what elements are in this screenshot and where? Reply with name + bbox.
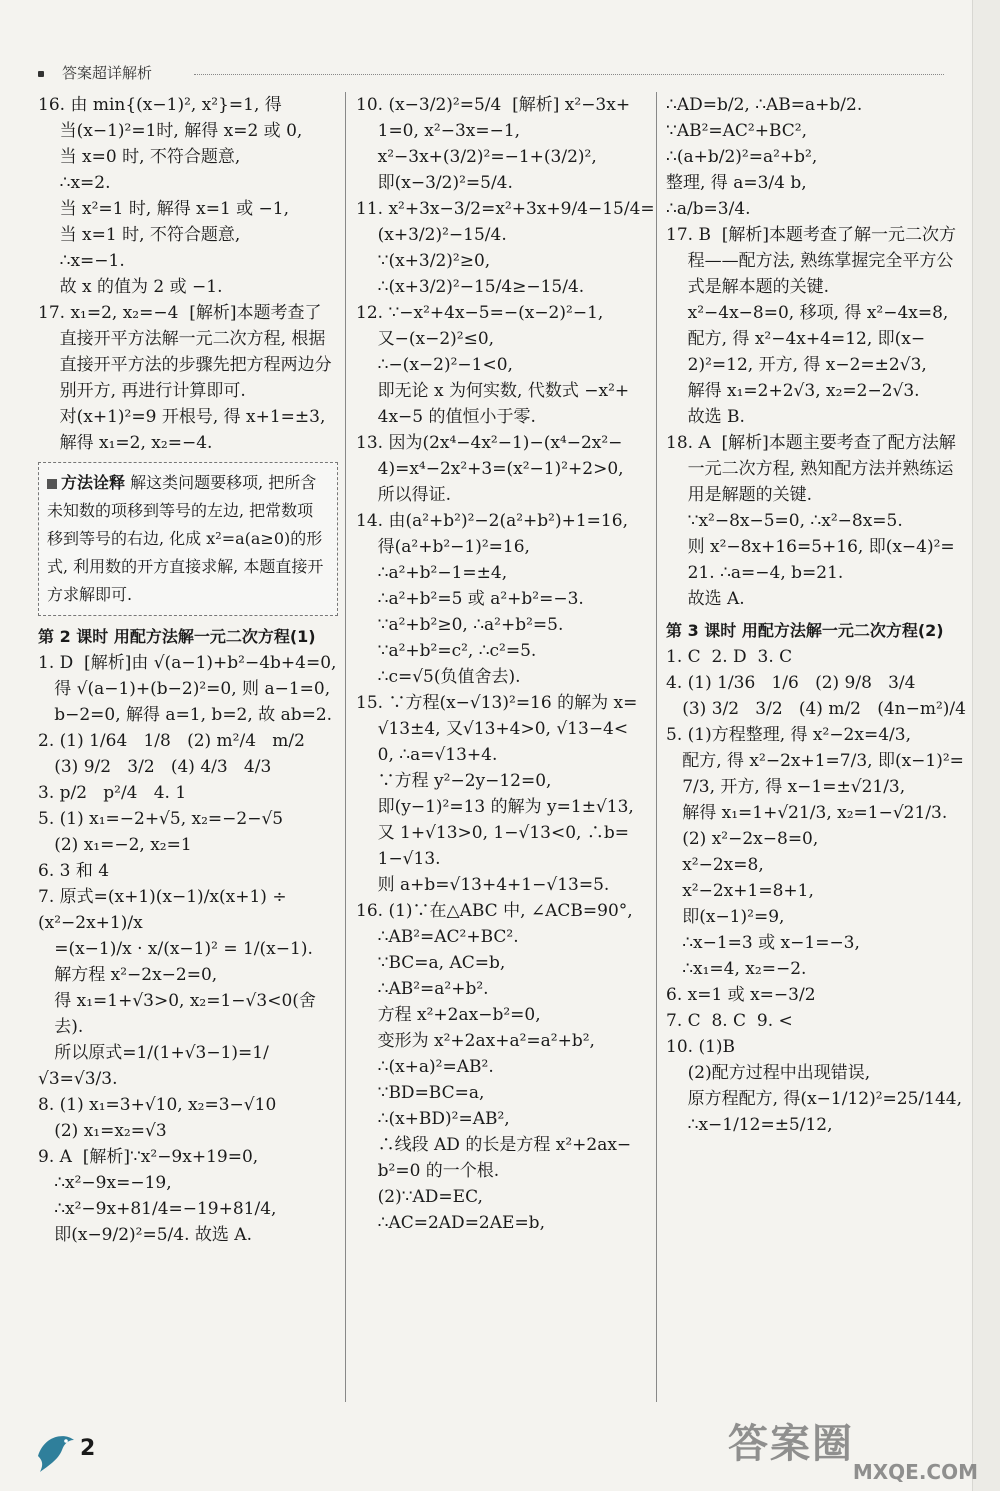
answer-line: ∵(x+3/2)²≥0, — [356, 251, 491, 271]
section-title: 第 2 课时 用配方法解一元二次方程(1) — [38, 627, 316, 646]
answer-line: 故选 A. — [666, 589, 745, 609]
answer-line: ∵方程 y²−2y−12=0, — [356, 771, 552, 791]
answer-line: ∴(x+a)²=AB². — [356, 1057, 494, 1077]
answer-line: 0, ∴a=√13+4. — [356, 745, 498, 765]
answer-line: 方程 x²+2ax−b²=0, — [356, 1005, 541, 1025]
answer-line: ∴(x+BD)²=AB², — [356, 1109, 510, 1129]
answer-line: x²−4x−8=0, 移项, 得 x²−4x=8, — [666, 303, 949, 323]
watermark — [728, 1412, 978, 1482]
answer-line: 所以原式=1/(1+√3−1)=1/√3=√3/3. — [38, 1043, 269, 1089]
answer-line: 10. (x−3/2)²=5/4 [解析] x²−3x+ — [356, 95, 631, 115]
answer-line: ∴(x+3/2)²−15/4≥−15/4. — [356, 277, 585, 297]
answer-line: 12. ∵−x²+4x−5=−(x−2)²−1, — [356, 303, 604, 323]
answer-line: 6. x=1 或 x=−3/2 — [666, 985, 816, 1005]
answer-line: (2) x₁=x₂=√3 — [38, 1121, 167, 1141]
header-bullet-icon — [38, 71, 44, 77]
answer-line: 原方程配方, 得(x−1/12)²=25/144, — [666, 1089, 962, 1109]
answer-line: =(x−1)/x · x/(x−1)² = 1/(x−1). — [38, 939, 313, 959]
answer-line: 6. 3 和 4 — [38, 861, 110, 881]
answer-line: ∴x−1=3 或 x−1=−3, — [666, 933, 860, 953]
answer-line: ∴−(x−2)²−1<0, — [356, 355, 513, 375]
answer-line: (2)∵AD=EC, — [356, 1187, 483, 1207]
answer-line: 直接开平方法解一元二次方程, 根据 — [38, 329, 326, 349]
answer-line: ∴a²+b²=5 或 a²+b²=−3. — [356, 589, 584, 609]
answer-line: ∵a²+b²=c², ∴c²=5. — [356, 641, 537, 661]
answer-line: 又 1+√13>0, 1−√13<0, ∴b= — [356, 823, 629, 843]
answer-line: ∴c=√5(负值舍去). — [356, 667, 521, 687]
answer-line: 15. ∵方程(x−√13)²=16 的解为 x= — [356, 693, 638, 713]
answer-line: x²−2x+1=8+1, — [666, 881, 814, 901]
column-divider — [345, 92, 346, 1402]
answer-line: ∴x=2. — [38, 173, 111, 193]
answer-line: ∴AC=2AD=2AE=b, — [356, 1213, 545, 1233]
answer-line: 7/3, 开方, 得 x−1=±√21/3, — [666, 777, 906, 797]
answer-line: 3. p/2 p²/4 4. 1 — [38, 783, 187, 803]
answer-line: ∴AD=b/2, ∴AB=a+b/2. — [666, 95, 863, 115]
answer-line: ∵BC=a, AC=b, — [356, 953, 506, 973]
answer-line: 即(x−9/2)²=5/4. 故选 A. — [38, 1225, 252, 1245]
method-box — [38, 462, 338, 616]
answer-line: ∴AB²=AC²+BC². — [356, 927, 519, 947]
answer-line: 7. C 8. C 9. < — [666, 1011, 793, 1031]
answer-line: 1. D [解析]由 √(a−1)+b²−4b+4=0, — [38, 653, 337, 673]
answer-line: 即(y−1)²=13 的解为 y=1±√13, — [356, 797, 634, 817]
answer-line: 18. A [解析]本题主要考查了配方法解 — [666, 433, 956, 453]
answer-line: 即(x−1)²=9, — [666, 907, 785, 927]
answer-line: 2)²=12, 开方, 得 x−2=±2√3, — [666, 355, 927, 375]
answer-line: 配方, 得 x²−4x+4=12, 即(x− — [666, 329, 926, 349]
answer-line: (2) x₁=−2, x₂=1 — [38, 835, 192, 855]
answer-line: ∵a²+b²≥0, ∴a²+b²=5. — [356, 615, 564, 635]
page-header — [34, 62, 944, 86]
answer-line: (2)配方过程中出现错误, — [666, 1063, 871, 1083]
answer-line: 17. x₁=2, x₂=−4 [解析]本题考查了 — [38, 303, 322, 323]
answer-line: 所以得证. — [356, 485, 452, 505]
answer-line: 程——配方法, 熟练掌握完全平方公 — [666, 251, 954, 271]
answer-line: 对(x+1)²=9 开根号, 得 x+1=±3, — [38, 407, 326, 427]
answer-line: 整理, 得 a=3/4 b, — [666, 173, 807, 193]
answer-line: 直接开平方法的步骤先把方程两边分 — [38, 355, 332, 375]
answer-line: 21. ∴a=−4, b=21. — [666, 563, 844, 583]
answer-line: 配方, 得 x²−2x+1=7/3, 即(x−1)²= — [666, 751, 964, 771]
watermark-text: 答案圈 — [728, 1421, 854, 1467]
answer-line: 17. B [解析]本题考查了解一元二次方 — [666, 225, 957, 245]
dolphin-logo-icon — [34, 1426, 78, 1476]
answer-line: ∴x²−9x+81/4=−19+81/4, — [38, 1199, 277, 1219]
answer-line: 解得 x₁=2+2√3, x₂=2−2√3. — [666, 381, 920, 401]
column-1 — [38, 92, 338, 1248]
answer-line: √13±4, 又√13+4>0, √13−4< — [356, 719, 629, 739]
answer-line: 则 a+b=√13+4+1−√13=5. — [356, 875, 610, 895]
answer-list — [38, 650, 338, 1248]
answer-line: 1. C 2. D 3. C — [666, 647, 793, 667]
answer-line: 解方程 x²−2x−2=0, — [38, 965, 218, 985]
answer-line: b²=0 的一个根. — [356, 1161, 500, 1181]
method-text: 解这类问题要移项, 把所含未知数的项移到等号的左边, 把常数项移到等号的右边, 化成 x²=a(a≥0)的形式, 利用数的开方直接求解, 本题直接开方求解即可. — [47, 473, 324, 604]
answer-list — [356, 92, 656, 1236]
answer-line: ∴AB²=a²+b². — [356, 979, 489, 999]
answer-line: 当 x=1 时, 不符合题意, — [38, 225, 241, 245]
answer-line: (3) 3/2 3/2 (4) m/2 (4n−m²)/4 — [666, 699, 966, 719]
answer-line: 2. (1) 1/64 1/8 (2) m²/4 m/2 — [38, 731, 305, 751]
answer-line: 16. 由 min{(x−1)², x²}=1, 得 — [38, 95, 282, 115]
answer-line: 11. x²+3x−3/2=x²+3x+9/4−15/4= — [356, 199, 655, 219]
answer-line: 得 x₁=1+√3>0, x₂=1−√3<0(舍 — [38, 991, 316, 1011]
answer-line: (x+3/2)²−15/4. — [356, 225, 507, 245]
answer-line: 当 x²=1 时, 解得 x=1 或 −1, — [38, 199, 290, 219]
answer-line: ∴x₁=4, x₂=−2. — [666, 959, 807, 979]
section-title: 第 3 课时 用配方法解一元二次方程(2) — [666, 621, 944, 640]
answer-line: 5. (1) x₁=−2+√5, x₂=−2−√5 — [38, 809, 284, 829]
answer-list — [38, 92, 338, 456]
answer-line: 9. A [解析]∵x²−9x+19=0, — [38, 1147, 259, 1167]
answer-line: ∴a²+b²−1=±4, — [356, 563, 508, 583]
answer-line: x²−2x=8, — [666, 855, 764, 875]
answer-line: 当 x=0 时, 不符合题意, — [38, 147, 241, 167]
answer-line: 当(x−1)²=1时, 解得 x=2 或 0, — [38, 121, 303, 141]
answer-line: ∴x=−1. — [38, 251, 125, 271]
watermark-url: MXQE.COM — [852, 1460, 978, 1484]
answer-line: 别开方, 再进行计算即可. — [38, 381, 246, 401]
answer-line: 10. (1)B — [666, 1037, 736, 1057]
answer-line: 即无论 x 为何实数, 代数式 −x²+ — [356, 381, 630, 401]
answer-line: (3) 9/2 3/2 (4) 4/3 4/3 — [38, 757, 272, 777]
answer-line: 去). — [38, 1017, 84, 1037]
answer-line: 1−√13. — [356, 849, 441, 869]
answer-line: ∴x−1/12=±5/12, — [666, 1115, 833, 1135]
answer-line: ∵BD=BC=a, — [356, 1083, 485, 1103]
answer-line: 解得 x₁=2, x₂=−4. — [38, 433, 213, 453]
answer-line: 7. 原式=(x+1)(x−1)/x(x+1) ÷ (x²−2x+1)/x — [38, 887, 292, 933]
answer-line: ∵AB²=AC²+BC², — [666, 121, 808, 141]
answer-line: 4x−5 的值恒小于零. — [356, 407, 536, 427]
answer-list — [666, 92, 966, 612]
answer-line: (2) x²−2x−8=0, — [666, 829, 819, 849]
page-footer — [34, 1426, 96, 1480]
answer-line: 则 x²−8x+16=5+16, 即(x−4)²= — [666, 537, 955, 557]
answer-line: ∴线段 AD 的长是方程 x²+2ax− — [356, 1135, 632, 1155]
answer-line: x²−3x+(3/2)²=−1+(3/2)², — [356, 147, 597, 167]
method-label: 方法诠释 — [47, 473, 125, 492]
answer-line: 又−(x−2)²≤0, — [356, 329, 495, 349]
answer-line: 解得 x₁=1+√21/3, x₂=1−√21/3. — [666, 803, 948, 823]
answer-line: ∴(a+b/2)²=a²+b², — [666, 147, 818, 167]
answer-line: 得(a²+b²−1)²=16, — [356, 537, 530, 557]
answer-line: b−2=0, 解得 a=1, b=2, 故 ab=2. — [38, 705, 333, 725]
answer-line: 4)=x⁴−2x²+3=(x²−1)²+2>0, — [356, 459, 624, 479]
answer-line: 5. (1)方程整理, 得 x²−2x=4/3, — [666, 725, 911, 745]
header-rule — [194, 74, 944, 75]
answer-line: ∴a/b=3/4. — [666, 199, 751, 219]
answer-line: 故 x 的值为 2 或 −1. — [38, 277, 223, 297]
column-2 — [356, 92, 656, 1236]
answer-line: 故选 B. — [666, 407, 745, 427]
answer-line: 式是解本题的关键. — [666, 277, 830, 297]
answer-line: 一元二次方程, 熟知配方法并熟练运 — [666, 459, 954, 479]
answer-list — [666, 644, 966, 1138]
answer-line: 4. (1) 1/36 1/6 (2) 9/8 3/4 — [666, 673, 916, 693]
header-title: 答案超详解析 — [62, 64, 153, 82]
answer-line: 13. 因为(2x⁴−4x²−1)−(x⁴−2x²− — [356, 433, 623, 453]
answer-line: 即(x−3/2)²=5/4. — [356, 173, 513, 193]
column-3 — [666, 92, 966, 1138]
answer-line: 14. 由(a²+b²)²−2(a²+b²)+1=16, — [356, 511, 628, 531]
answer-line: 变形为 x²+2ax+a²=a²+b², — [356, 1031, 595, 1051]
answer-line: ∵x²−8x−5=0, ∴x²−8x=5. — [666, 511, 903, 531]
answer-line: 得 √(a−1)+(b−2)²=0, 则 a−1=0, — [38, 679, 331, 699]
answer-line: 用是解题的关键. — [666, 485, 813, 505]
answer-line: 16. (1)∵在△ABC 中, ∠ACB=90°, — [356, 901, 633, 921]
answer-line: ∴x²−9x=−19, — [38, 1173, 172, 1193]
column-divider — [656, 92, 657, 1402]
page-number: 2 — [80, 1436, 96, 1461]
answer-line: 1=0, x²−3x=−1, — [356, 121, 521, 141]
answer-line: 8. (1) x₁=3+√10, x₂=3−√10 — [38, 1095, 277, 1115]
page-edge — [972, 0, 1000, 1491]
